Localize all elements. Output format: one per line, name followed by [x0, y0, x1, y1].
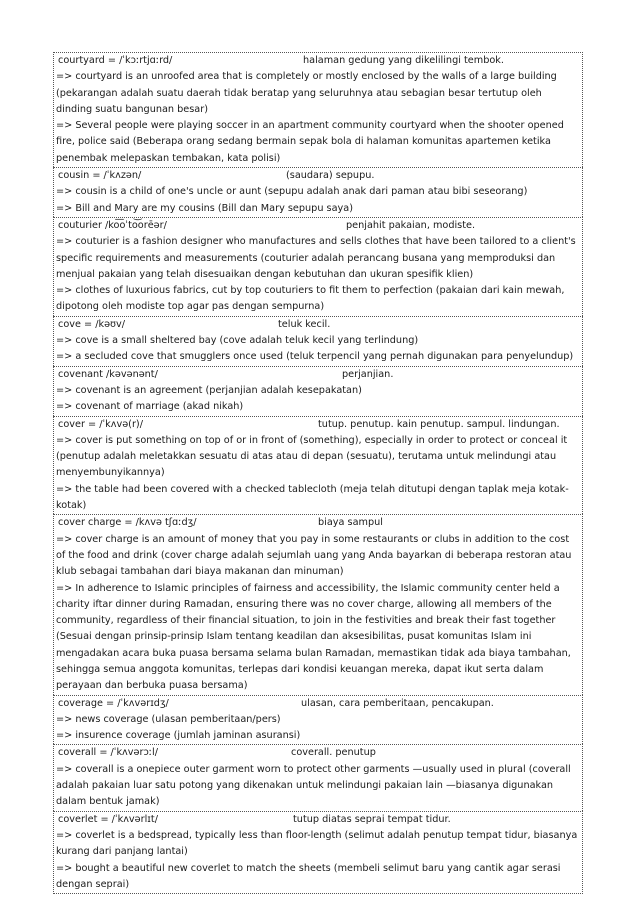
entry-definition: => covenant is an agreement (perjanjian adalah kesepakatan) — [56, 384, 362, 396]
entry-definition: => news coverage (ulasan pemberitaan/pers) — [56, 713, 281, 725]
entry-meaning: tutup. penutup. kain penutup. sampul. lindungan. — [318, 418, 560, 430]
entry-meaning: coverall. penutup — [291, 747, 376, 759]
entry-term: coverlet = /ˈkʌvərlɪt/ — [58, 813, 158, 825]
entry-term: couturier /ko͞oˈto͝orēər/ — [58, 219, 167, 231]
entry-cover — [53, 416, 583, 515]
entry-cover-charge — [53, 514, 583, 694]
entry-example: => Bill and Mary are my cousins (Bill dan Mary sepupu saya) — [56, 202, 353, 214]
entry-coverall — [53, 744, 583, 810]
entry-term: courtyard = /ˈkɔːrtjɑːrd/ — [58, 55, 173, 66]
entry-couturier — [53, 217, 583, 316]
entry-example: => In adherence to Islamic principles of fairness and accessibility, the Islamic community center held a charity iftar dinner during Ramadan, ensuring there was no cover charge, allowing all members of the community, regardless of their financial situation, to join in the festivities and break their fast together (Sesuai dengan prinsip-prinsip Islam tentang keadilan dan aksesibilitas, pusat komunitas Islam ini mengadakan acara buka puasa bersama selama bulan Ramadan, memastikan tidak ada biaya tambahan, sehingga semua anggota komunitas, terlepas dari kondisi keuangan mereka, dapat ikut serta dalam perayaan dan berbuka puasa bersama) — [56, 582, 571, 692]
dictionary-page — [53, 52, 583, 894]
entry-example: => Several people were playing soccer in an apartment community courtyard when the shooter opened fire, police said (Beberapa orang sedang bermain sepak bola di halaman komunitas apartemen ketika penembak melepaskan tembakan, kata polisi) — [56, 120, 564, 164]
entry-definition: => coverall is a onepiece outer garment worn to protect other garments —usually used in plural (coverall adalah pakaian luar satu potong yang dikenakan untuk melindungi pakaian lain —biasanya digunakan dalam bentuk jamak) — [56, 763, 571, 808]
entry-meaning: tutup diatas seprai tempat tidur. — [293, 813, 451, 825]
entry-meaning: perjanjian. — [342, 368, 394, 380]
entry-term: coverage = /ˈkʌvərɪdʒ/ — [58, 697, 169, 709]
entry-courtyard — [53, 52, 583, 167]
entry-meaning: halaman gedung yang dikelilingi tembok. — [303, 55, 504, 66]
entry-covenant — [53, 366, 583, 416]
entry-term: cover charge = /kʌvə tʃɑːdʒ/ — [58, 517, 197, 529]
entry-meaning: penjahit pakaian, modiste. — [346, 219, 476, 231]
entry-term: covenant /kəvənənt/ — [58, 368, 158, 380]
entry-term: coverall = /ˈkʌvərɔːl/ — [58, 747, 159, 759]
entry-meaning: (saudara) sepupu. — [286, 170, 375, 182]
entry-coverlet — [53, 811, 583, 894]
entry-definition: => cove is a small sheltered bay (cove adalah teluk kecil yang terlindung) — [56, 335, 419, 347]
entry-example: => clothes of luxurious fabrics, cut by top couturiers to fit them to perfection (pakaian dari kain mewah, dipotong oleh modiste top agar pas dengan sempurna) — [56, 285, 565, 313]
entry-cove — [53, 316, 583, 366]
entry-example: => the table had been covered with a checked tablecloth (meja telah ditutupi dengan taplak meja kotak-kotak) — [56, 483, 569, 512]
entry-definition: => cover is put something on top of or in front of (something), especially in order to protect or conceal it (penutup adalah meletakkan sesuatu di atas atau di depan (sesuatu), terutama untuk melindungi atau menyembunyikannya) — [56, 434, 568, 479]
entry-definition: => cover charge is an amount of money that you pay in some restaurants or clubs in addition to the cost of the food and drink (cover charge adalah sejumlah uang yang Anda bayarkan di beberapa restoran atau klub sebagai tambahan dari biaya makanan dan minuman) — [56, 533, 572, 578]
entry-example: => covenant of marriage (akad nikah) — [56, 401, 244, 413]
entry-definition: => cousin is a child of one's uncle or aunt (sepupu adalah anak dari paman atau bibi seseorang) — [56, 186, 528, 198]
entry-term: cover = /ˈkʌvə(r)/ — [58, 418, 143, 430]
entry-meaning: ulasan, cara pemberitaan, pencakupan. — [301, 697, 494, 709]
entry-term: cove = /kəʊv/ — [58, 318, 126, 330]
entry-meaning: biaya sampul — [318, 517, 383, 529]
entry-example: => bought a beautiful new coverlet to match the sheets (membeli selimut baru yang cantik agar serasi dengan seprai) — [56, 862, 561, 890]
entry-coverage — [53, 695, 583, 745]
entry-example: => a secluded cove that smugglers once used (teluk terpencil yang pernah digunakan para penyelundup) — [56, 351, 574, 363]
entry-definition: => coverlet is a bedspread, typically less than floor-length (selimut adalah penutup tempat tidur, biasanya kurang dari panjang lantai) — [56, 829, 578, 858]
entry-definition: => couturier is a fashion designer who manufactures and sells clothes that have been tailored to a client's specific requirements and measurements (couturier adalah perancang busana yang memproduksi dan menjual pakaian yang telah disesuaikan dengan kebutuhan dan ukuran spesifik klien) — [56, 236, 576, 280]
entry-cousin — [53, 167, 583, 217]
entry-meaning: teluk kecil. — [278, 318, 331, 330]
entry-definition: => courtyard is an unroofed area that is completely or mostly enclosed by the walls of a large building (pekarangan adalah suatu daerah tidak beratap yang seluruhnya atau sebagian besar tertutup oleh dinding suatu bangunan besar) — [56, 71, 557, 115]
entry-example: => insurence coverage (jumlah jaminan asuransi) — [56, 730, 301, 742]
entry-term: cousin = /ˈkʌzən/ — [58, 170, 142, 182]
